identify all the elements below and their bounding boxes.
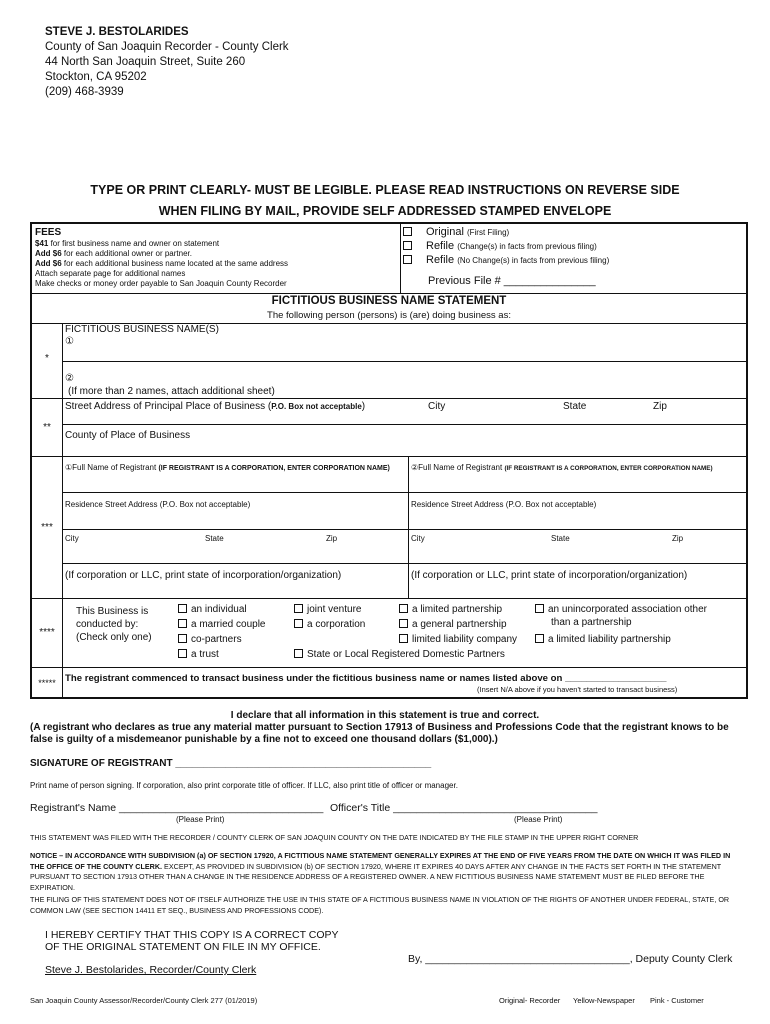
option-married-couple[interactable]: a married couple (178, 619, 265, 630)
filed-statement-notice: THIS STATEMENT WAS FILED WITH THE RECORDER / COUNTY CLERK OF SAN JOAQUIN COUNTY ON THE DATE INDICATED BY THE FILE STAMP IN THE UPPER RIGHT CORNER (30, 833, 639, 842)
print-name-note: Print name of person signing. If corporation, also print corporate title of officer. If LLC, also print title of officer or manager. (30, 781, 458, 790)
general-partnership-checkbox[interactable] (399, 619, 408, 628)
fee-line-4: Attach separate page for additional names (35, 269, 186, 278)
registrant-2-residence-field[interactable]: Residence Street Address (P.O. Box not acceptable) (411, 500, 597, 509)
option-limited-partnership[interactable]: a limited partnership (399, 604, 502, 615)
filing-refile-change-option[interactable]: Refile (Change(s) in facts from previous filing) (403, 240, 597, 252)
joint-venture-checkbox[interactable] (294, 604, 303, 613)
office-header (45, 25, 289, 100)
limited-partnership-checkbox[interactable] (399, 604, 408, 613)
refile-change-checkbox[interactable] (403, 241, 412, 250)
corporation-checkbox[interactable] (294, 619, 303, 628)
registrant-2-zip-field[interactable]: Zip (672, 534, 684, 543)
phone-line: (209) 468-3939 (45, 86, 124, 98)
signature-field[interactable]: SIGNATURE OF REGISTRANT ______________________________________________ (30, 758, 432, 769)
statement-subtitle: The following person (persons) is (are) doing business as: (267, 310, 511, 321)
statement-title: FICTITIOUS BUSINESS NAME STATEMENT (271, 295, 507, 307)
mail-instruction-title: WHEN FILING BY MAIL, PROVIDE SELF ADDRESSED STAMPED ENVELOPE (158, 204, 612, 218)
county-field[interactable]: County of Place of Business (65, 430, 191, 441)
principal-zip-field[interactable]: Zip (653, 401, 667, 412)
fee-line-1: $41 for first business name and owner on statement (35, 239, 220, 248)
principal-street-field[interactable]: Street Address of Principal Place of Business (P.O. Box not acceptable) (65, 401, 366, 412)
officer-title-field[interactable]: Officer's Title ___________________________________ (330, 802, 598, 814)
registrant-1-incorporation-field[interactable]: (If corporation or LLC, print state of incorporation/organization) (65, 570, 342, 581)
option-co-partners[interactable]: co-partners (178, 634, 242, 645)
please-print-note-2: (Please Print) (514, 815, 563, 824)
fee-line-5: Make checks or money order payable to San Joaquin County Recorder (35, 279, 287, 288)
registrant-name-field[interactable]: Registrant's Name ___________________________________ (30, 802, 324, 814)
copy-yellow: Yellow-Newspaper (573, 996, 635, 1005)
option-trust[interactable]: a trust (178, 649, 219, 660)
copy-pink: Pink - Customer (650, 996, 704, 1005)
business-name-1-field[interactable]: ① (65, 336, 74, 347)
copy-original: Original- Recorder (499, 996, 561, 1005)
authorization-notice: THE FILING OF THIS STATEMENT DOES NOT OF ITSELF AUTHORIZE THE USE IN THIS STATE OF A FICTITIOUS BUSINESS NAME IN VIOLATION OF THE RIGHTS OF ANOTHER UNDER FEDERAL, STATE, OR COMMON LAW (SEE SECTION 14411 ET SEQ., BUSINESS AND PROFESSIONS CODE). (30, 895, 730, 915)
unincorporated-continued: than a partnership (551, 617, 632, 628)
please-print-note-1: (Please Print) (176, 815, 225, 824)
additional-sheet-note: (If more than 2 names, attach additional sheet) (68, 386, 275, 397)
fees-heading: FEES (35, 227, 62, 238)
registrant-1-city-field[interactable]: City (65, 534, 79, 543)
refile-nochange-checkbox[interactable] (403, 255, 412, 264)
check-only-one-note: (Check only one) (76, 632, 152, 643)
principal-state-field[interactable]: State (563, 401, 587, 412)
conducted-by-label: This Business is (76, 606, 149, 617)
registrant-2-state-field[interactable]: State (551, 534, 570, 543)
filing-original-option[interactable]: Original (First Filing) (403, 226, 509, 238)
conducted-by-label-2: conducted by: (76, 619, 139, 630)
declaration-title: I declare that all information in this statement is true and correct. (230, 710, 540, 721)
business-name-2-field[interactable]: ② (65, 373, 74, 384)
registrant-1-residence-field[interactable]: Residence Street Address (P.O. Box not acceptable) (65, 500, 251, 509)
deputy-clerk-field[interactable]: By, ___________________________________, Deputy County Clerk (408, 953, 733, 965)
declaration-line-2: (A registrant who declares as true any material matter pursuant to Section 17913 of Business and Professions Code that the registrant knows to be (30, 722, 729, 733)
option-individual[interactable]: an individual (178, 604, 247, 615)
original-checkbox[interactable] (403, 227, 412, 236)
section-marker-4: **** (39, 627, 55, 638)
registrant-1-name-field[interactable]: ①Full Name of Registrant (IF REGISTRANT IS A CORPORATION, ENTER CORPORATION NAME) (65, 463, 390, 472)
option-general-partnership[interactable]: a general partnership (399, 619, 507, 630)
registrant-1-zip-field[interactable]: Zip (326, 534, 338, 543)
trust-checkbox[interactable] (178, 649, 187, 658)
declaration-line-3: false is guilty of a misdemeanor punishable by a fine not to exceed one thousand dollars ($1,000).) (30, 734, 498, 745)
fee-line-2: Add $6 for each additional owner or partner. (35, 249, 192, 258)
individual-checkbox[interactable] (178, 604, 187, 613)
office-line: County of San Joaquin Recorder - County Clerk (45, 41, 289, 53)
section-marker-3: *** (41, 522, 53, 533)
recorder-name: STEVE J. BESTOLARIDES (45, 26, 189, 38)
registrant-2-incorporation-field[interactable]: (If corporation or LLC, print state of incorporation/organization) (411, 570, 688, 581)
section-marker-2: ** (43, 422, 51, 433)
instruction-title: TYPE OR PRINT CLEARLY- MUST BE LEGIBLE. PLEASE READ INSTRUCTIONS ON REVERSE SIDE (90, 183, 680, 197)
commenced-date-field[interactable]: The registrant commenced to transact business under the fictitious business name or names listed above on ___________________ (65, 673, 667, 684)
option-llc[interactable]: limited liability company (399, 634, 517, 645)
section-marker-1: * (45, 353, 49, 364)
option-llp[interactable]: a limited liability partnership (535, 634, 671, 645)
llc-checkbox[interactable] (399, 634, 408, 643)
principal-city-field[interactable]: City (428, 401, 446, 412)
registrant-2-city-field[interactable]: City (411, 534, 425, 543)
option-unincorporated[interactable]: an unincorporated association other (535, 604, 707, 615)
expiration-notice: NOTICE – IN ACCORDANCE WITH SUBDIVISION (a) OF SECTION 17920, A FICTITIOUS NAME STATEMENT GENERALLY EXPIRES AT THE END OF FIVE YEARS FROM THE DATE ON WHICH IT WAS FILED IN THE OFFICE OF THE COUNTY CLERK. EXCEPT, AS PROVIDED IN SUBDIVISION (b) OF SECTION 17920, WHERE IT EXPIRES 40 DAYS AFTER ANY CHANGE IN THE FACTS SET FORTH IN THE STATEMENT PURSUANT TO SECTION 17913 OTHER THAN A CHANGE IN THE RESIDENCE ADDRESS OF A REGISTERED OWNER. A NEW FICTITIOUS BUSINESS NAME STATEMENT MUST BE FILED BEFORE THE EXPIRATION. (30, 851, 731, 892)
section-marker-5: ***** (38, 678, 56, 688)
business-names-label: FICTITIOUS BUSINESS NAME(S) (65, 324, 219, 335)
registrant-2-name-field[interactable]: ②Full Name of Registrant (IF REGISTRANT IS A CORPORATION, ENTER CORPORATION NAME) (411, 463, 713, 472)
unincorporated-checkbox[interactable] (535, 604, 544, 613)
commenced-note: (Insert N/A above if you haven't started to transact business) (477, 685, 678, 694)
married-couple-checkbox[interactable] (178, 619, 187, 628)
certify-line-1: I HEREBY CERTIFY THAT THIS COPY IS A CORRECT COPY (45, 929, 339, 941)
certify-line-2: OF THE ORIGINAL STATEMENT ON FILE IN MY OFFICE. (45, 941, 321, 953)
option-domestic-partners[interactable]: State or Local Registered Domestic Partners (294, 649, 505, 660)
previous-file-field[interactable]: Previous File # _______________ (428, 275, 596, 287)
option-joint-venture[interactable]: joint venture (294, 604, 361, 615)
form-id: San Joaquin County Assessor/Recorder/County Clerk 277 (01/2019) (30, 996, 258, 1005)
fee-line-3: Add $6 for each additional business name located at the same address (35, 259, 289, 268)
option-corporation[interactable]: a corporation (294, 619, 365, 630)
fbn-form (30, 222, 748, 699)
domestic-partners-checkbox[interactable] (294, 649, 303, 658)
address-line: 44 North San Joaquin Street, Suite 260 (45, 56, 246, 68)
city-line: Stockton, CA 95202 (45, 71, 147, 83)
llp-checkbox[interactable] (535, 634, 544, 643)
recorder-signature: Steve J. Bestolarides, Recorder/County Clerk (45, 964, 257, 976)
co-partners-checkbox[interactable] (178, 634, 187, 643)
filing-refile-nochange-option[interactable]: Refile (No Change(s) in facts from previous filing) (403, 254, 609, 266)
registrant-1-state-field[interactable]: State (205, 534, 224, 543)
